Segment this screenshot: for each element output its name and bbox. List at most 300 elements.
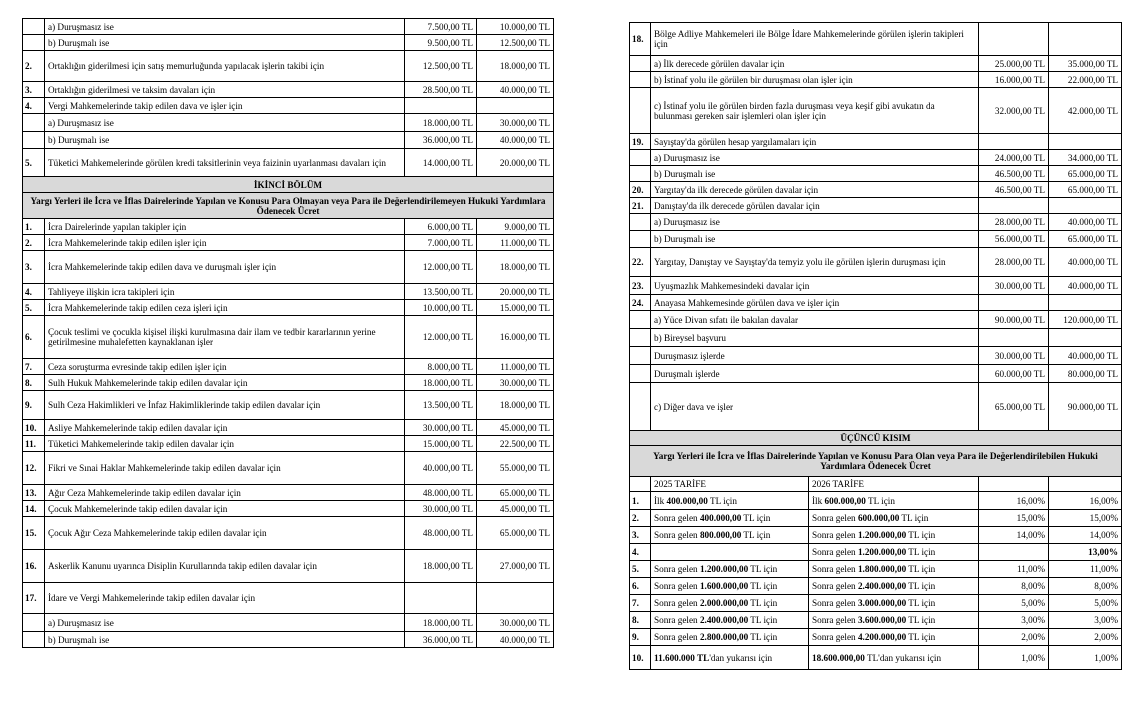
fee-2026: 40.000,00 TL bbox=[1049, 248, 1122, 277]
amount-bold: 3.600.000,00 bbox=[857, 615, 907, 625]
amount-text: TL için bbox=[906, 581, 936, 591]
item-description: b) Bireysel başvuru bbox=[651, 329, 979, 347]
item-number: 6. bbox=[23, 316, 45, 359]
fee-2025: 7.500,00 TL bbox=[405, 19, 477, 35]
item-description: Çocuk Ağır Ceza Mahkemelerinde takip edilen davalar için bbox=[45, 517, 405, 550]
fee-row bbox=[23, 82, 554, 98]
rate-2025: 15,00% bbox=[979, 510, 1049, 527]
fee-2026: 22.000,00 TL bbox=[1049, 72, 1122, 88]
item-number: 2. bbox=[23, 51, 45, 82]
fee-row bbox=[23, 583, 554, 614]
fee-2026: 120.000,00 TL bbox=[1049, 311, 1122, 329]
amount-bold: 1.200.000,00 bbox=[699, 564, 749, 574]
amount-text: TL için bbox=[906, 632, 936, 642]
tariff-2025-header: 2025 TARİFE bbox=[651, 477, 809, 492]
fee-row bbox=[23, 300, 554, 316]
fee-2025 bbox=[405, 98, 477, 114]
item-description: c) Diğer dava ve işler bbox=[651, 383, 979, 431]
amount-text: TL için bbox=[906, 564, 936, 574]
fee-row bbox=[23, 359, 554, 375]
item-description: a) İlk derecede görülen davalar için bbox=[651, 56, 979, 72]
amount-text: İlk bbox=[812, 495, 825, 506]
rate-2025: 2,00% bbox=[979, 629, 1049, 646]
fee-2026 bbox=[477, 98, 554, 114]
fee-row bbox=[630, 150, 1122, 166]
amount-text: Sonra gelen bbox=[654, 615, 700, 625]
amount-text: TL için bbox=[707, 495, 737, 506]
amount-bold: 1.600.000,00 bbox=[699, 581, 749, 591]
item-number: 14. bbox=[23, 501, 45, 517]
amount-text: Sonra gelen bbox=[654, 581, 700, 591]
amount-bold: 600.000,00 bbox=[824, 495, 866, 506]
fee-row bbox=[23, 114, 554, 132]
item-number: 8. bbox=[23, 375, 45, 391]
fee-2025 bbox=[979, 198, 1049, 214]
item-number bbox=[23, 35, 45, 51]
tariff-2026-bracket bbox=[809, 612, 979, 629]
item-number: 21. bbox=[630, 198, 651, 214]
tariff-2026-bracket bbox=[809, 492, 979, 510]
amount-text: TL için bbox=[906, 615, 936, 625]
fee-2026: 65.000,00 TL bbox=[1049, 166, 1122, 182]
fee-2025: 12.000,00 TL bbox=[405, 251, 477, 284]
item-number bbox=[630, 347, 651, 365]
fee-row bbox=[23, 35, 554, 51]
amount-bold: 600.000,00 bbox=[857, 513, 900, 523]
fee-2026: 20.000,00 TL bbox=[477, 149, 554, 177]
fee-2026: 80.000,00 TL bbox=[1049, 365, 1122, 383]
fee-2026 bbox=[477, 583, 554, 614]
tariff-row bbox=[630, 544, 1122, 561]
rate-2026: 14,00% bbox=[1049, 527, 1122, 544]
item-description: Tüketici Mahkemelerinde görülen kredi taksitlerinin veya faizinin uyarlanması davaları için bbox=[45, 149, 405, 177]
fee-2025: 46.500,00 TL bbox=[979, 166, 1049, 182]
fee-2025: 32.000,00 TL bbox=[979, 88, 1049, 134]
fee-2026: 40.000,00 TL bbox=[1049, 277, 1122, 295]
fee-2025: 13.500,00 TL bbox=[405, 284, 477, 300]
fee-row bbox=[630, 182, 1122, 198]
item-number bbox=[630, 329, 651, 347]
item-description: c) İstinaf yolu ile görülen birden fazla duruşması veya keşif gibi avukatın da bulunması gereken sair işlemleri olan işler için bbox=[651, 88, 979, 134]
amount-text: TL'dan yukarısı için bbox=[864, 652, 942, 663]
tariff-2026-bracket bbox=[809, 595, 979, 612]
fee-2026 bbox=[1049, 23, 1122, 56]
tariff-row bbox=[630, 561, 1122, 578]
rate-2026: 11,00% bbox=[1049, 561, 1122, 578]
fee-2026: 20.000,00 TL bbox=[477, 284, 554, 300]
amount-text: Sonra gelen bbox=[812, 581, 858, 591]
item-number: 23. bbox=[630, 277, 651, 295]
item-description: İcra Mahkemelerinde takip edilen işler için bbox=[45, 235, 405, 251]
item-number: 4. bbox=[23, 284, 45, 300]
fee-row bbox=[23, 420, 554, 436]
amount-bold: 2.800.000,00 bbox=[699, 632, 749, 642]
item-number bbox=[23, 614, 45, 632]
amount-bold: 400.000,00 bbox=[699, 513, 742, 523]
fee-row bbox=[630, 56, 1122, 72]
rate-2026: 2,00% bbox=[1049, 629, 1122, 646]
fee-2026: 40.000,00 TL bbox=[477, 132, 554, 149]
fee-2025: 65.000,00 TL bbox=[979, 383, 1049, 431]
fee-2026: 40.000,00 TL bbox=[1049, 214, 1122, 231]
fee-row bbox=[630, 365, 1122, 383]
rate-2025: 5,00% bbox=[979, 595, 1049, 612]
fee-2025: 10.000,00 TL bbox=[405, 300, 477, 316]
tariff-2025-bracket bbox=[651, 612, 809, 629]
item-number bbox=[630, 166, 651, 182]
tariff-2025-bracket bbox=[651, 629, 809, 646]
fee-row bbox=[23, 614, 554, 632]
fee-2025 bbox=[979, 295, 1049, 311]
item-description: Ortaklığın giderilmesi ve taksim davaları için bbox=[45, 82, 405, 98]
fee-2025 bbox=[979, 329, 1049, 347]
tariff-number: 5. bbox=[630, 561, 651, 578]
item-number bbox=[630, 150, 651, 166]
item-description: Sulh Hukuk Mahkemelerinde takip edilen davalar için bbox=[45, 375, 405, 391]
fee-2025: 6.000,00 TL bbox=[405, 219, 477, 235]
item-description: Yargıtay, Danıştay ve Sayıştay'da temyiz yolu ile görülen işlerin duruşması için bbox=[651, 248, 979, 277]
item-number: 2. bbox=[23, 235, 45, 251]
item-description: Çocuk teslimi ve çocukla kişisel ilişki kurulmasına dair ilam ve tedbir kararlarının yerine getirilmesine muhalefetten kaynaklanan işler bbox=[45, 316, 405, 359]
tariff-number: 8. bbox=[630, 612, 651, 629]
item-description: Sayıştay'da görülen hesap yargılamaları için bbox=[651, 134, 979, 150]
fee-2025: 48.000,00 TL bbox=[405, 485, 477, 501]
item-description: Çocuk Mahkemelerinde takip edilen davalar için bbox=[45, 501, 405, 517]
tariff-2025-bracket bbox=[651, 646, 809, 670]
tariff-2025-bracket bbox=[651, 492, 809, 510]
amount-bold: 2.000.000,00 bbox=[699, 598, 749, 608]
fee-2025: 28.000,00 TL bbox=[979, 214, 1049, 231]
fee-row bbox=[23, 391, 554, 420]
tariff-number: 4. bbox=[630, 544, 651, 561]
item-description: a) Duruşmasız ise bbox=[45, 114, 405, 132]
fee-2026: 45.000,00 TL bbox=[477, 501, 554, 517]
tariff-number: 1. bbox=[630, 492, 651, 510]
item-number: 13. bbox=[23, 485, 45, 501]
item-description: Ortaklığın giderilmesi için satış memurluğunda yapılacak işlerin takibi için bbox=[45, 51, 405, 82]
rate-2025: 3,00% bbox=[979, 612, 1049, 629]
item-description: b) Duruşmalı ise bbox=[45, 632, 405, 648]
fee-2026: 22.500,00 TL bbox=[477, 436, 554, 452]
item-number bbox=[630, 365, 651, 383]
item-number: 3. bbox=[23, 82, 45, 98]
item-number: 20. bbox=[630, 182, 651, 198]
fee-2025: 12.000,00 TL bbox=[405, 316, 477, 359]
fee-2025: 40.000,00 TL bbox=[405, 452, 477, 485]
fee-2025: 18.000,00 TL bbox=[405, 114, 477, 132]
fee-2025: 28.000,00 TL bbox=[979, 248, 1049, 277]
item-description: Tüketici Mahkemelerinde takip edilen davalar için bbox=[45, 436, 405, 452]
tariff-2025-bracket bbox=[651, 510, 809, 527]
item-number: 17. bbox=[23, 583, 45, 614]
fee-2026 bbox=[1049, 295, 1122, 311]
section-subtitle: Yargı Yerleri ile İcra ve İflas Dairelerinde Yapılan ve Konusu Para Olmayan veya Para ile Değerlendirilemeyen Hukuki Yardımlara Ödenecek Ücret bbox=[23, 193, 554, 219]
amount-text: Sonra gelen bbox=[812, 547, 858, 557]
fee-2026 bbox=[1049, 134, 1122, 150]
item-description: a) Duruşmasız ise bbox=[651, 214, 979, 231]
item-description: a) Yüce Divan sıfatı ile bakılan davalar bbox=[651, 311, 979, 329]
fee-2026: 30.000,00 TL bbox=[477, 114, 554, 132]
fee-2026: 27.000,00 TL bbox=[477, 550, 554, 583]
rate-2025: 1,00% bbox=[979, 646, 1049, 670]
right-fee-table bbox=[629, 22, 1122, 670]
item-number: 24. bbox=[630, 295, 651, 311]
fee-2026: 40.000,00 TL bbox=[477, 82, 554, 98]
tariff-number: 9. bbox=[630, 629, 651, 646]
fee-2025: 7.000,00 TL bbox=[405, 235, 477, 251]
amount-text: TL için bbox=[906, 598, 936, 608]
fee-2025: 12.500,00 TL bbox=[405, 51, 477, 82]
fee-2026: 90.000,00 TL bbox=[1049, 383, 1122, 431]
item-description: a) Duruşmasız ise bbox=[651, 150, 979, 166]
item-number bbox=[23, 632, 45, 648]
fee-2025: 46.500,00 TL bbox=[979, 182, 1049, 198]
fee-2026: 18.000,00 TL bbox=[477, 51, 554, 82]
fee-2025: 30.000,00 TL bbox=[979, 347, 1049, 365]
item-number bbox=[23, 132, 45, 149]
fee-row bbox=[23, 251, 554, 284]
fee-row bbox=[23, 149, 554, 177]
fee-2025: 18.000,00 TL bbox=[405, 550, 477, 583]
tariff-2026-bracket bbox=[809, 527, 979, 544]
amount-text: TL için bbox=[748, 564, 778, 574]
fee-2026: 55.000,00 TL bbox=[477, 452, 554, 485]
tariff-row bbox=[630, 510, 1122, 527]
item-description: b) Duruşmalı ise bbox=[45, 132, 405, 149]
tariff-number: 3. bbox=[630, 527, 651, 544]
item-number bbox=[630, 72, 651, 88]
item-description: Duruşmasız işlerde bbox=[651, 347, 979, 365]
fee-row bbox=[23, 501, 554, 517]
item-number: 7. bbox=[23, 359, 45, 375]
item-description: İdare ve Vergi Mahkemelerinde takip edilen davalar için bbox=[45, 583, 405, 614]
amount-text: TL için bbox=[906, 530, 936, 540]
tariff-row bbox=[630, 612, 1122, 629]
tariff-2026-bracket bbox=[809, 510, 979, 527]
fee-2025: 48.000,00 TL bbox=[405, 517, 477, 550]
fee-row bbox=[630, 23, 1122, 56]
rate-2026: 3,00% bbox=[1049, 612, 1122, 629]
fee-2026: 10.000,00 TL bbox=[477, 19, 554, 35]
amount-bold: 800.000,00 bbox=[699, 530, 742, 540]
item-number bbox=[630, 56, 651, 72]
amount-text: Sonra gelen bbox=[654, 513, 700, 523]
fee-row bbox=[23, 19, 554, 35]
fee-2025 bbox=[405, 583, 477, 614]
amount-text: TL için bbox=[748, 615, 778, 625]
fee-row bbox=[23, 132, 554, 149]
fee-row bbox=[23, 485, 554, 501]
fee-2025: 16.000,00 TL bbox=[979, 72, 1049, 88]
fee-2025: 30.000,00 TL bbox=[979, 277, 1049, 295]
item-description: Duruşmalı işlerde bbox=[651, 365, 979, 383]
amount-bold: 1.200.000,00 bbox=[857, 530, 907, 540]
amount-text: Sonra gelen bbox=[812, 615, 858, 625]
rate-2026: 8,00% bbox=[1049, 578, 1122, 595]
item-description: Uyuşmazlık Mahkemesindeki davalar için bbox=[651, 277, 979, 295]
item-number: 16. bbox=[23, 550, 45, 583]
fee-2026: 42.000,00 TL bbox=[1049, 88, 1122, 134]
fee-2026: 40.000,00 TL bbox=[1049, 347, 1122, 365]
rate-2026: 16,00% bbox=[1049, 492, 1122, 510]
tariff-2026-bracket bbox=[809, 544, 979, 561]
fee-2025: 18.000,00 TL bbox=[405, 614, 477, 632]
rate-2026: 13,00% bbox=[1049, 544, 1122, 561]
item-number bbox=[23, 19, 45, 35]
fee-row bbox=[23, 284, 554, 300]
amount-text: TL için bbox=[748, 581, 778, 591]
fee-row bbox=[630, 134, 1122, 150]
item-description: Vergi Mahkemelerinde takip edilen dava ve işler için bbox=[45, 98, 405, 114]
item-number bbox=[630, 231, 651, 248]
item-description: Anayasa Mahkemesinde görülen dava ve işler için bbox=[651, 295, 979, 311]
fee-row bbox=[23, 316, 554, 359]
fee-2025 bbox=[979, 134, 1049, 150]
item-description: b) Duruşmalı ise bbox=[45, 35, 405, 51]
fee-2025: 30.000,00 TL bbox=[405, 420, 477, 436]
fee-2026: 30.000,00 TL bbox=[477, 375, 554, 391]
fee-2026: 65.000,00 TL bbox=[477, 485, 554, 501]
item-number: 1. bbox=[23, 219, 45, 235]
item-number bbox=[630, 214, 651, 231]
fee-row bbox=[23, 235, 554, 251]
item-number bbox=[630, 88, 651, 134]
item-number: 5. bbox=[23, 149, 45, 177]
item-description: a) Duruşmasız ise bbox=[45, 19, 405, 35]
item-number bbox=[630, 311, 651, 329]
fee-2025: 28.500,00 TL bbox=[405, 82, 477, 98]
rate-2026: 15,00% bbox=[1049, 510, 1122, 527]
tariff-2025-bracket bbox=[651, 595, 809, 612]
item-number: 12. bbox=[23, 452, 45, 485]
rate-2025: 11,00% bbox=[979, 561, 1049, 578]
tariff-row bbox=[630, 527, 1122, 544]
amount-text: TL için bbox=[741, 530, 771, 540]
fee-2025: 14.000,00 TL bbox=[405, 149, 477, 177]
tariff-row bbox=[630, 595, 1122, 612]
fee-row bbox=[630, 347, 1122, 365]
fee-2026: 45.000,00 TL bbox=[477, 420, 554, 436]
item-number: 9. bbox=[23, 391, 45, 420]
fee-row bbox=[630, 311, 1122, 329]
tariff-row bbox=[630, 492, 1122, 510]
fee-2025: 9.500,00 TL bbox=[405, 35, 477, 51]
fee-2026: 18.000,00 TL bbox=[477, 251, 554, 284]
fee-2025 bbox=[979, 23, 1049, 56]
amount-text: TL için bbox=[906, 547, 936, 557]
item-description: b) İstinaf yolu ile görülen bir duruşması olan işler için bbox=[651, 72, 979, 88]
tariff-2026-bracket bbox=[809, 578, 979, 595]
fee-row bbox=[23, 550, 554, 583]
fee-row bbox=[23, 452, 554, 485]
fee-2025: 18.000,00 TL bbox=[405, 375, 477, 391]
amount-text: TL için bbox=[748, 598, 778, 608]
fee-row bbox=[630, 198, 1122, 214]
tariff-row bbox=[630, 578, 1122, 595]
item-number: 22. bbox=[630, 248, 651, 277]
fee-row bbox=[23, 51, 554, 82]
amount-text: Sonra gelen bbox=[812, 598, 858, 608]
tariff-2026-bracket bbox=[809, 629, 979, 646]
fee-2025: 36.000,00 TL bbox=[405, 632, 477, 648]
section-title-ikinci-bolum: İKİNCİ BÖLÜM bbox=[23, 177, 554, 193]
tariff-2025-bracket bbox=[651, 544, 809, 561]
rate-2025: 14,00% bbox=[979, 527, 1049, 544]
tariff-2025-bracket bbox=[651, 578, 809, 595]
item-number: 18. bbox=[630, 23, 651, 56]
amount-text: TL için bbox=[748, 632, 778, 642]
amount-text: Sonra gelen bbox=[812, 632, 858, 642]
amount-bold: 18.600.000,00 bbox=[812, 652, 865, 663]
section-title-ucuncu-kisim: ÜÇÜNCÜ KISIM bbox=[630, 431, 1122, 446]
item-description: Yargıtay'da ilk derecede görülen davalar için bbox=[651, 182, 979, 198]
fee-2025: 15.000,00 TL bbox=[405, 436, 477, 452]
fee-2026: 35.000,00 TL bbox=[1049, 56, 1122, 72]
item-description: a) Duruşmasız ise bbox=[45, 614, 405, 632]
tariff-number: 10. bbox=[630, 646, 651, 670]
item-number: 3. bbox=[23, 251, 45, 284]
item-number: 19. bbox=[630, 134, 651, 150]
fee-row bbox=[630, 214, 1122, 231]
amount-text: 'dan yukarısı için bbox=[709, 652, 773, 663]
tariff-2026-bracket bbox=[809, 646, 979, 670]
fee-row bbox=[23, 632, 554, 648]
fee-2025: 13.500,00 TL bbox=[405, 391, 477, 420]
fee-2025: 36.000,00 TL bbox=[405, 132, 477, 149]
item-description: Bölge Adliye Mahkemeleri ile Bölge İdare Mahkemelerinde görülen işlerin takipleri için bbox=[651, 23, 979, 56]
fee-2025: 90.000,00 TL bbox=[979, 311, 1049, 329]
rate-2025 bbox=[979, 544, 1049, 561]
item-number bbox=[630, 383, 651, 431]
fee-2026: 65.000,00 TL bbox=[1049, 231, 1122, 248]
item-description: Ağır Ceza Mahkemelerinde takip edilen davalar için bbox=[45, 485, 405, 501]
fee-row bbox=[630, 329, 1122, 347]
fee-row bbox=[23, 436, 554, 452]
fee-row bbox=[23, 375, 554, 391]
amount-text: Sonra gelen bbox=[654, 564, 700, 574]
rate-2025: 8,00% bbox=[979, 578, 1049, 595]
fee-row bbox=[630, 248, 1122, 277]
rate-2025: 16,00% bbox=[979, 492, 1049, 510]
fee-2025: 8.000,00 TL bbox=[405, 359, 477, 375]
amount-text: TL için bbox=[899, 513, 929, 523]
tariff-2026-header: 2026 TARİFE bbox=[809, 477, 979, 492]
fee-2026 bbox=[1049, 198, 1122, 214]
rate-2026: 1,00% bbox=[1049, 646, 1122, 670]
amount-text: Sonra gelen bbox=[812, 564, 858, 574]
amount-text: Sonra gelen bbox=[812, 513, 858, 523]
amount-bold: 1.200.000,00 bbox=[857, 547, 907, 557]
tariff-2026-bracket bbox=[809, 561, 979, 578]
tariff-row bbox=[630, 646, 1122, 670]
item-description: İcra Dairelerinde yapılan takipler için bbox=[45, 219, 405, 235]
section-subtitle: Yargı Yerleri ile İcra ve İflas Dairelerinde Yapılan ve Konusu Para Olan veya Para ile Değerlendirilebilen Hukuki Yardımlara Ödenecek Ücret bbox=[630, 446, 1122, 477]
item-description: İcra Mahkemelerinde takip edilen dava ve duruşmalı işler için bbox=[45, 251, 405, 284]
amount-bold: 2.400.000,00 bbox=[857, 581, 907, 591]
tariff-2025-bracket bbox=[651, 527, 809, 544]
tariff-row bbox=[630, 629, 1122, 646]
item-description: Fikri ve Sınai Haklar Mahkemelerinde takip edilen davalar için bbox=[45, 452, 405, 485]
fee-2026: 15.000,00 TL bbox=[477, 300, 554, 316]
fee-row bbox=[630, 383, 1122, 431]
item-description: Askerlik Kanunu uyarınca Disiplin Kurullarında takip edilen davalar için bbox=[45, 550, 405, 583]
tariff-number: 2. bbox=[630, 510, 651, 527]
fee-2026: 12.500,00 TL bbox=[477, 35, 554, 51]
tariff-2025-bracket bbox=[651, 561, 809, 578]
fee-2026: 30.000,00 TL bbox=[477, 614, 554, 632]
item-number: 4. bbox=[23, 98, 45, 114]
amount-text: Sonra gelen bbox=[654, 530, 700, 540]
